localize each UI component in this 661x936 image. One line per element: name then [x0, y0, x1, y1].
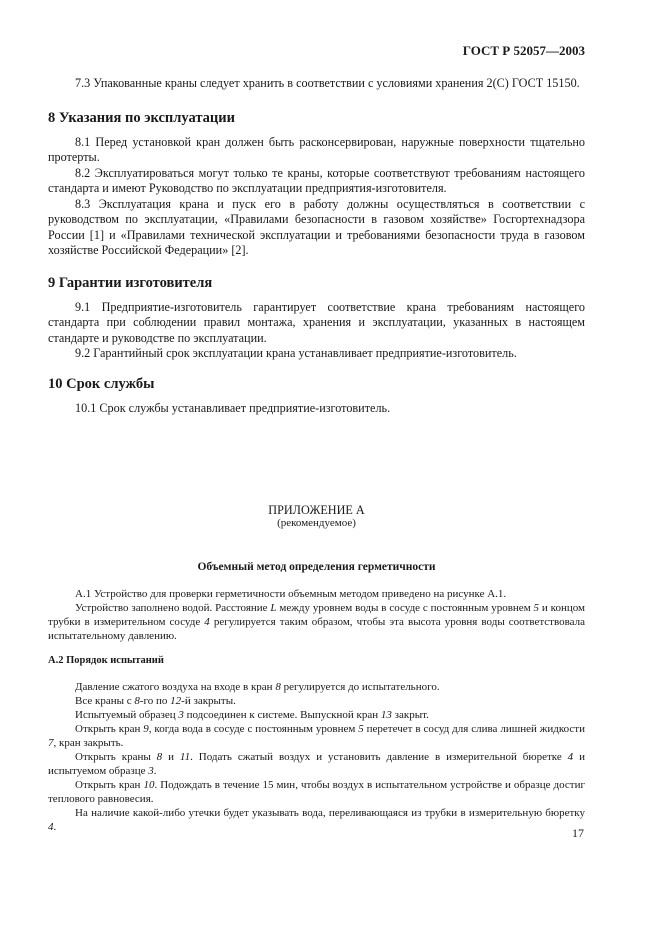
section-10-title: 10 Срок службы	[48, 375, 155, 392]
paragraph-a-2-3: Испытуемый образец 3 подсоединен к системе. Выпускной кран 13 закрыт.	[75, 709, 429, 721]
annex-heading: Объемный метод определения герметичности	[197, 561, 436, 573]
paragraph-a-1-device: Устройство заполнено водой. Расстояние L между уровнем воды в сосуде с постоянным уровнем 5 и концом трубки в измерительном сосуде 4 регулируется таким образом, чтобы эта высота уровня воды соответствовала испытательному давлению.	[48, 602, 586, 642]
paragraph-a-2-7: На наличие какой-либо утечки будет указывать вода, переливающаяся из трубки в измерительную бюретку 4.	[48, 807, 585, 833]
paragraph-a-1: А.1 Устройство для проверки герметичности объемным методом приведено на рисунке А.1.	[75, 588, 507, 600]
section-8-title: 8 Указания по эксплуатации	[48, 109, 235, 126]
annex-title: ПРИЛОЖЕНИЕ А	[268, 503, 365, 517]
page-number: 17	[572, 826, 584, 840]
paragraph-9-2: 9.2 Гарантийный срок эксплуатации крана устанавливает предприятие-изготовитель.	[75, 346, 517, 360]
paragraph-a-2-4: Открыть кран 9, когда вода в сосуде с постоянным уровнем 5 перетечет в сосуд для слива лишней жидкости 7, кран закрыть.	[48, 723, 585, 749]
paragraph-a-2-1: Давление сжатого воздуха на входе в кран 8 регулируется до испытательного.	[75, 681, 440, 693]
paragraph-8-2: 8.2 Эксплуатироваться могут только те краны, которые соответствуют требованиям настоящего стандарта и имеют Руководство по эксплуатации предприятия-изготовителя.	[48, 165, 585, 195]
paragraph-a-2-2: Все краны с 8-го по 12-й закрыты.	[75, 695, 236, 707]
page-body	[48, 76, 585, 834]
paragraph-a-2-5: Открыть краны 8 и 11. Подать сжатый воздух и установить давление в измерительной бюретке 4 и испытуемом образце 3.	[48, 751, 585, 777]
paragraph-8-3: 8.3 Эксплуатация крана и пуск его в работу должны осуществляться в соответствии с руководством по эксплуатации, «Правилами безопасности в газовом хозяйстве» Госгортехнадзора России [1] и «Правилами технической эксплуатации и требованиями безопасности труда в газовом хозяйстве Российской Федерации» [2].	[48, 196, 585, 257]
paragraph-a-2-6: Открыть кран 10. Подождать в течение 15 мин, чтобы воздух в испытательном устройстве и образце достиг теплового равновесия.	[48, 779, 585, 805]
paragraph-9-1: 9.1 Предприятие-изготовитель гарантирует соответствие крана требованиям настоящего стандарта при соблюдении правил монтажа, хранения и эксплуатации, указанных в настоящем стандарте и руководстве по эксплуатации.	[48, 299, 585, 345]
paragraph-8-1: 8.1 Перед установкой кран должен быть расконсервирован, наружные поверхности тщательно протерты.	[48, 134, 585, 164]
annex-subtitle: (рекомендуемое)	[277, 517, 356, 529]
subsection-a-2-title: А.2 Порядок испытаний	[48, 655, 164, 666]
paragraph-10-1: 10.1 Срок службы устанавливает предприятие-изготовитель.	[75, 400, 391, 415]
document-code: ГОСТ Р 52057—2003	[462, 43, 585, 58]
section-9-title: 9 Гарантии изготовителя	[48, 274, 213, 291]
paragraph-7-3: 7.3 Упакованные краны следует хранить в соответствии с условиями хранения 2(С) ГОСТ 15150.	[75, 76, 580, 90]
